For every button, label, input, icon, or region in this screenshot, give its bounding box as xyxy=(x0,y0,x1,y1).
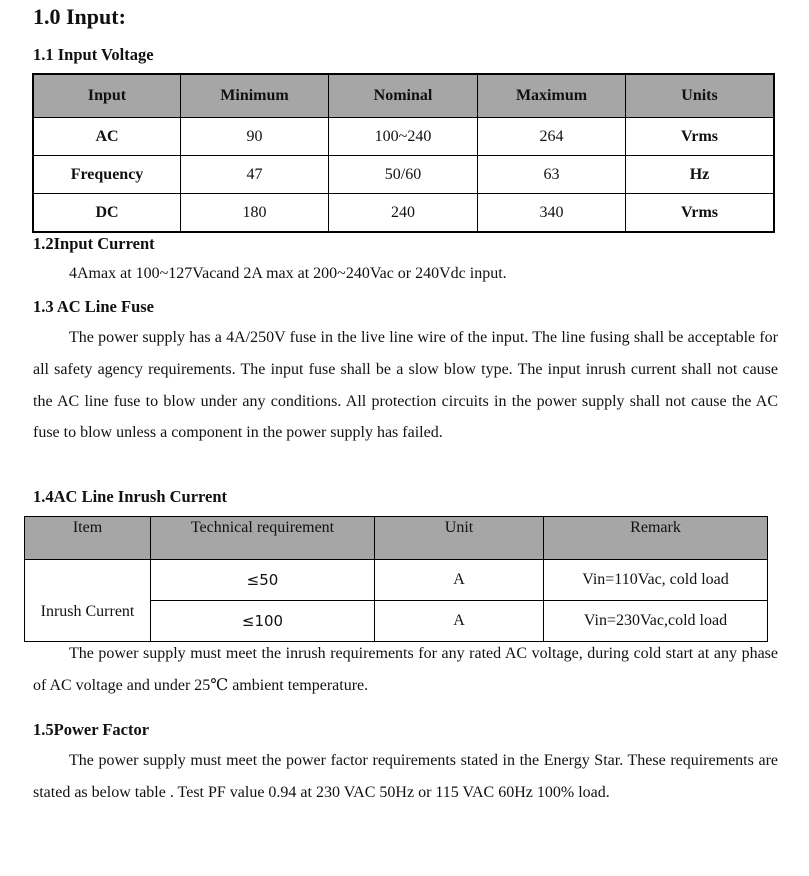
table-cell: 47 xyxy=(181,156,329,194)
input-current-text: 4Amax at 100~127Vacand 2A max at 200~240Vac or 240Vdc input. xyxy=(69,265,507,282)
table-cell: Hz xyxy=(626,156,775,194)
table-header-cell: Input xyxy=(33,74,181,118)
table-cell: A xyxy=(375,601,544,642)
table-cell: AC xyxy=(33,118,181,156)
main-heading: 1.0 Input: xyxy=(33,4,126,29)
table-cell: A xyxy=(375,560,544,601)
table-header-cell: Nominal xyxy=(329,74,478,118)
inrush-paragraph: The power supply must meet the inrush requirements for any rated AC voltage, during cold start at any phase of AC voltage and under 25℃ ambient temperature. xyxy=(33,645,778,694)
input-voltage-table xyxy=(32,73,775,233)
table-header-cell: Minimum xyxy=(181,74,329,118)
table-cell: 264 xyxy=(478,118,626,156)
table-row xyxy=(33,118,774,156)
table-cell: Vin=110Vac, cold load xyxy=(544,560,768,601)
table-cell: DC xyxy=(33,194,181,233)
table-cell: 240 xyxy=(329,194,478,233)
table-cell: ≤100 xyxy=(151,601,375,642)
inrush-current-table xyxy=(24,516,768,642)
power-factor-paragraph: The power supply must meet the power factor requirements stated in the Energy Star. These requirements are stated as below table . Test PF value 0.94 at 230 VAC 50Hz or 115 VAC 60Hz 100% load. xyxy=(33,752,778,801)
table-header-cell: Units xyxy=(626,74,775,118)
ac-line-fuse-paragraph: The power supply has a 4A/250V fuse in the live line wire of the input. The line fusing shall be acceptable for all safety agency requirements. The input fuse shall be a slow blow type. The input inrush current shall not cause the AC line fuse to blow under any conditions. All protection circuits in the power supply shall not cause the AC fuse to blow unless a component in the power supply has failed. xyxy=(33,329,778,442)
table-header-row xyxy=(25,517,768,560)
section-1-3-title: 1.3 AC Line Fuse xyxy=(33,297,155,316)
table-cell: 90 xyxy=(181,118,329,156)
table-cell: Vrms xyxy=(626,194,775,233)
table-cell: Inrush Current xyxy=(25,560,151,642)
table-header-cell: Technical requirement xyxy=(151,517,375,560)
table-row xyxy=(33,194,774,233)
table-cell: 340 xyxy=(478,194,626,233)
table-header-cell: Item xyxy=(25,517,151,560)
table-header-cell: Maximum xyxy=(478,74,626,118)
section-1-5-title: 1.5Power Factor xyxy=(33,720,150,739)
table-row xyxy=(33,156,774,194)
table-cell: Vrms xyxy=(626,118,775,156)
section-1-1-title: 1.1 Input Voltage xyxy=(33,45,154,64)
table-cell: Vin=230Vac,cold load xyxy=(544,601,768,642)
section-1-4-title: 1.4AC Line Inrush Current xyxy=(33,487,228,506)
table-cell: Frequency xyxy=(33,156,181,194)
section-1-2-title: 1.2Input Current xyxy=(33,234,155,253)
table-row xyxy=(25,560,768,601)
table-header-row xyxy=(33,74,774,118)
table-cell: 100~240 xyxy=(329,118,478,156)
table-cell: 50/60 xyxy=(329,156,478,194)
table-header-cell: Unit xyxy=(375,517,544,560)
table-cell: 180 xyxy=(181,194,329,233)
table-cell: 63 xyxy=(478,156,626,194)
table-header-cell: Remark xyxy=(544,517,768,560)
table-cell: ≤50 xyxy=(151,560,375,601)
